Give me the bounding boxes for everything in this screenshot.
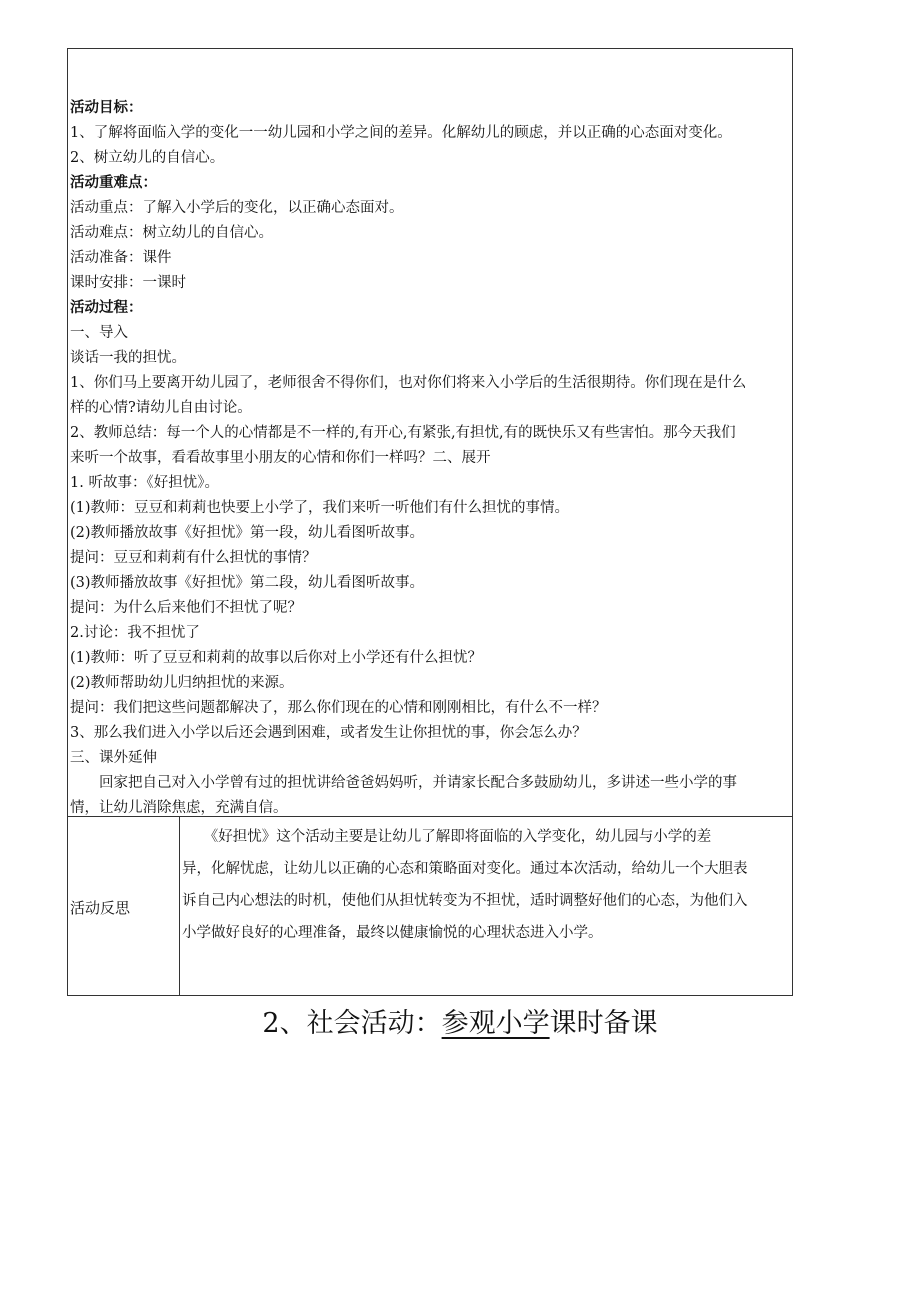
schedule-line: 课时安排：一课时 [70,275,186,291]
process-step-1a: 1、你们马上要离开幼儿园了，老师很舍不得你们，也对你们将来入小学后的生活很期待。你们现在是什么 [70,375,747,391]
story-step-1: (1)教师：豆豆和莉莉也快要上小学了，我们来听一听他们有什么担忧的事情。 [70,500,570,516]
process-heading: 活动过程： [70,300,143,316]
discussion-step-2: (2)教师帮助幼儿归纳担忧的来源。 [70,675,294,691]
preparation-line: 活动准备：课件 [70,250,172,266]
reflection-line-1: 《好担忧》这个活动主要是让幼儿了解即将面临的入学变化，幼儿园与小学的差 [182,829,712,845]
discussion-step-3: 3、那么我们进入小学以后还会遇到困难，或者发生让你担忧的事，你会怎么办？ [70,725,587,741]
difficult-point: 活动难点：树立幼儿的自信心。 [70,225,273,241]
process-step-2a: 2、教师总结：每一个人的心情都是不一样的,有开心,有紧张,有担忧,有的既快乐又有些害怕。那今天我们 [70,425,736,441]
activity-goals-heading: 活动目标： [70,100,143,116]
story-question-2: 提问：为什么后来他们不担忧了呢？ [70,600,302,616]
reflection-label: 活动反思 [70,899,131,917]
reflection-line-2: 异，化解忧虑，让幼儿以正确的心态和策略面对变化。通过本次活动，给幼儿一个大胆表 [182,861,748,877]
story-heading: 1. 听故事：《好担忧》。 [70,475,219,491]
reflection-content-cell [180,817,792,995]
extension-heading: 三、课外延伸 [70,750,157,766]
discussion-heading: 2.讨论：我不担忧了 [70,625,200,641]
key-points-heading: 活动重难点： [70,175,157,191]
section-title-underlined: 参观小学 [441,1008,550,1039]
section-intro-heading: 一、导入 [70,325,128,341]
key-point: 活动重点：了解入小学后的变化，以正确心态面对。 [70,200,404,216]
section-title-suffix: 课时备课 [549,1008,658,1039]
extension-text-a: 回家把自己对入小学曾有过的担忧讲给爸爸妈妈听，并请家长配合多鼓励幼儿，多讲述一些小学的事 [70,775,737,791]
reflection-line-3: 诉自己内心想法的时机，使他们从担忧转变为不担忧，适时调整好他们的心态，为他们入 [182,893,748,909]
reflection-row [68,817,792,995]
goal-1: 1、了解将面临入学的变化一一幼儿园和小学之间的差异。化解幼儿的顾虑，并以正确的心态面对变化。 [70,125,732,141]
story-step-2: (2)教师播放故事《好担忧》第一段，幼儿看图听故事。 [70,525,425,541]
reflection-line-4: 小学做好良好的心理准备，最终以健康愉悦的心理状态进入小学。 [182,925,603,941]
discussion-step-1: (1)教师：听了豆豆和莉莉的故事以后你对上小学还有什么担忧？ [70,650,483,666]
section-title [0,1004,920,1044]
talk-topic: 谈话一我的担忧。 [70,350,186,366]
process-step-2b: 来听一个故事，看看故事里小朋友的心情和你们一样吗？二、展开 [70,450,491,466]
process-step-1b: 样的心情?请幼儿自由讨论。 [70,400,252,416]
section-title-prefix: 2、社会活动： [262,1008,442,1039]
lesson-plan-content-cell [68,49,792,817]
extension-text-b: 情，让幼儿消除焦虑，充满自信。 [70,800,288,816]
goal-2: 2、树立幼儿的自信心。 [70,150,225,166]
story-step-3: (3)教师播放故事《好担忧》第二段，幼儿看图听故事。 [70,575,425,591]
story-question-1: 提问：豆豆和莉莉有什么担忧的事情？ [70,550,317,566]
discussion-question: 提问：我们把这些问题都解决了，那么你们现在的心情和刚刚相比，有什么不一样？ [70,700,607,716]
lesson-plan-table [67,48,793,996]
reflection-label-cell [68,817,180,995]
